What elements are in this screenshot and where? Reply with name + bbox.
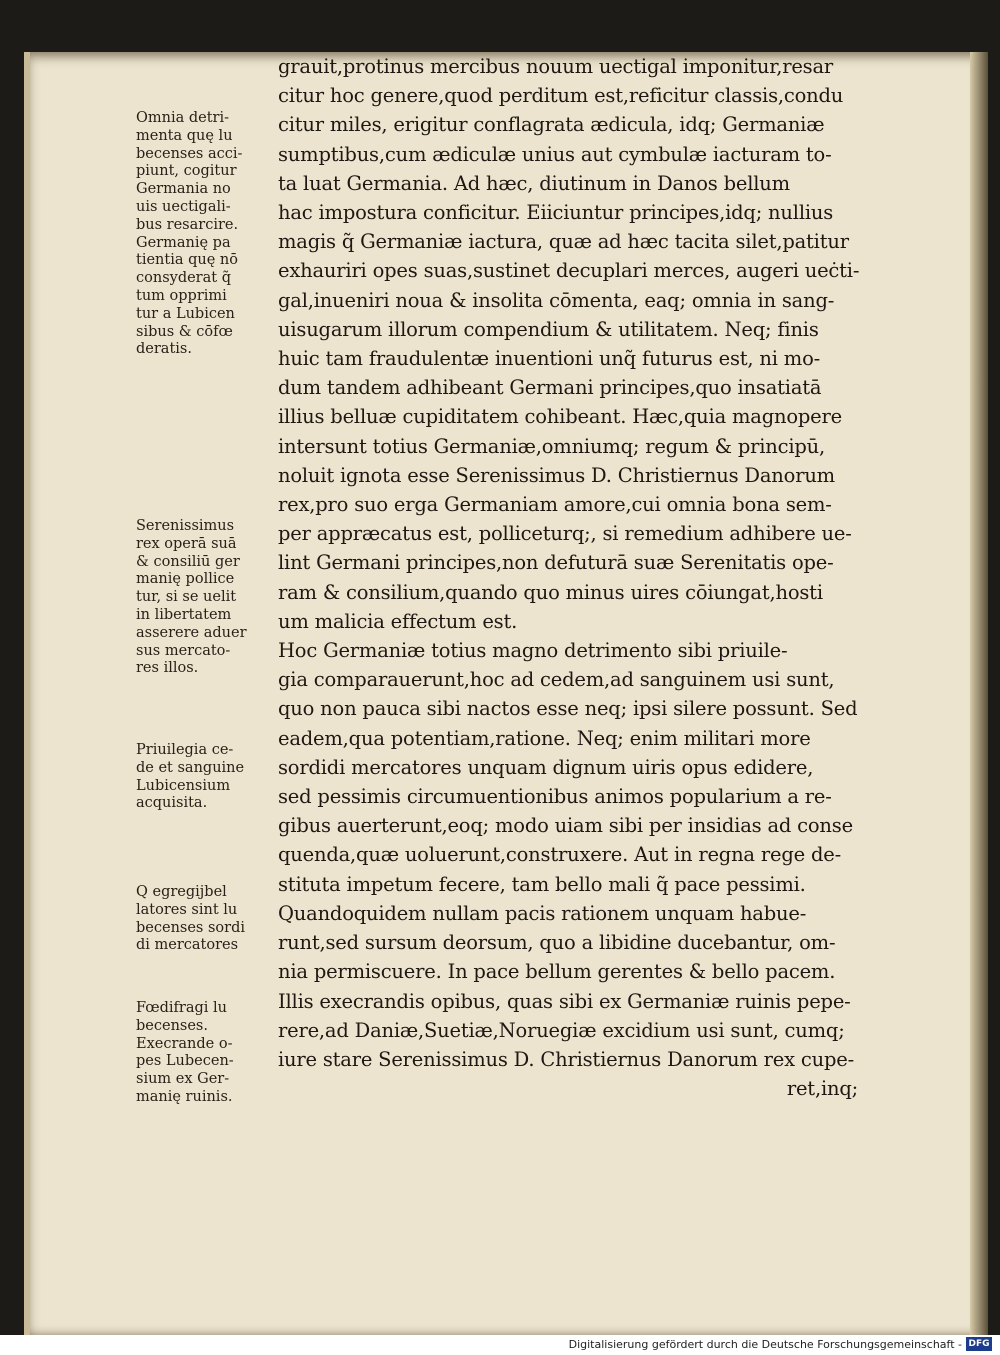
margin-note-1: Omnia detri- menta quę lu becenses acci- piunt, cogitur Germania no uis uectigali- bus resarcire. Germanię pa tientia quę nō consyderat q̃ tum opprimi tur a Lubicen sibus & cōfœ deratis. (136, 110, 243, 358)
text-line: citur miles, erigitur conflagrata ædicula, idq; Germaniæ (278, 113, 825, 137)
margin-note-4: Q egregijbel latores sint lu becenses sordi di mercatores (136, 884, 245, 954)
text-line: Illis execrandis opibus, quas sibi ex Germaniæ ruinis pepe- (278, 989, 851, 1013)
text-line: quenda,quæ uoluerunt,construxere. Aut in regna rege de- (278, 843, 841, 867)
text-line: intersunt totius Germaniæ,omniumq; regum & principū, (278, 434, 826, 458)
text-line: magis q̃ Germaniæ iactura, quæ ad hæc tacita silet,patitur (278, 230, 849, 254)
text-line: lint Germani principes,non defuturā suæ Serenitatis ope- (278, 551, 834, 575)
text-line: citur hoc genere,quod perditum est,reficitur classis,condu (278, 84, 844, 108)
text-line: Hoc Germaniæ totius magno detrimento sibi priuile- (278, 639, 788, 663)
text-line: gal,inueniri noua & insolita cōmenta, eaq; omnia in sang- (278, 288, 835, 312)
funding-credit: Digitalisierung gefördert durch die Deutsche Forschungsgemeinschaft - (568, 1338, 962, 1351)
text-line: rex,pro suo erga Germaniam amore,cui omnia bona sem- (278, 493, 832, 517)
text-line: sordidi mercatores unquam dignum uiris opus edidere, (278, 755, 814, 779)
text-line: eadem,qua potentiam,ratione. Neq; enim militari more (278, 726, 811, 750)
text-line: dum tandem adhibeant Germani principes,quo insatiatā (278, 376, 822, 400)
text-line: sumptibus,cum ædiculæ unius aut cymbulæ iacturam to- (278, 142, 832, 166)
text-line: ram & consilium,quando quo minus uires cōiungat,hosti (278, 580, 823, 604)
text-line: huic tam fraudulentæ inuentioni unq̃ futurus est, ni mo- (278, 347, 820, 371)
text-line: hac impostura conficitur. Eiiciuntur principes,idq; nullius (278, 201, 834, 225)
margin-note-2: Serenissimus rex operā suā & consiliū ger manię pollice tur, si se uelit in libertatem asserere aduer sus mercato- res illos. (136, 518, 247, 677)
text-line: quo non pauca sibi nactos esse neq; ipsi silere possunt. Sed (278, 697, 858, 721)
text-line: grauit,protinus mercibus nouum uectigal imponitur,resar (278, 55, 834, 78)
text-line: stituta impetum fecere, tam bello mali q̃ pace pessimi. (278, 872, 806, 896)
text-line: um malicia effectum est. (278, 609, 518, 633)
text-line: uisugarum illorum compendium & utilitatem. Neq; finis (278, 317, 819, 341)
footer-bar (0, 1335, 1000, 1355)
text-line: runt,sed sursum deorsum, quo a libidine ducebantur, om- (278, 931, 836, 955)
text-line: nia permiscuere. In pace bellum gerentes & bello pacem. (278, 960, 836, 984)
text-line: noluit ignota esse Serenissimus D. Christiernus Danorum (278, 463, 835, 487)
text-line: sed pessimis circumuentionibus animos popularium a re- (278, 785, 832, 809)
text-line: iure stare Serenissimus D. Christiernus Danorum rex cupe- (278, 1047, 854, 1071)
dfg-logo-icon: DFG (966, 1337, 992, 1351)
text-line: Quandoquidem nullam pacis rationem unquam habue- (278, 901, 807, 925)
text-line: per appræcatus est, polliceturq;, si remedium adhibere ue- (278, 522, 852, 546)
page-edge-shadow (970, 52, 988, 1335)
catchword: ret,inq; (786, 1077, 858, 1101)
text-line: gia comparauerunt,hoc ad cedem,ad sanguinem usi sunt, (278, 668, 835, 692)
text-line: rere,ad Daniæ,Suetiæ,Noruegiæ excidium usi sunt, cumq; (278, 1018, 845, 1042)
text-line: gibus auerterunt,eoq; modo uiam sibi per insidias ad conse (278, 814, 853, 838)
margin-note-3: Priuilegia ce- de et sanguine Lubicensium acquisita. (136, 742, 245, 812)
text-line: ta luat Germania. Ad hæc, diutinum in Danos bellum (278, 171, 790, 195)
main-text-block (278, 52, 918, 1103)
text-line: illius belluæ cupiditatem cohibeant. Hæc,quia magnopere (278, 405, 842, 429)
text-line: exhauriri opes suas,sustinet decuplari merces, augeri ueċti- (278, 259, 860, 283)
margin-note-5: Fœdifragi lu becenses. Execrande o- pes Lubecen- sium ex Ger- manię ruinis. (136, 1000, 234, 1105)
